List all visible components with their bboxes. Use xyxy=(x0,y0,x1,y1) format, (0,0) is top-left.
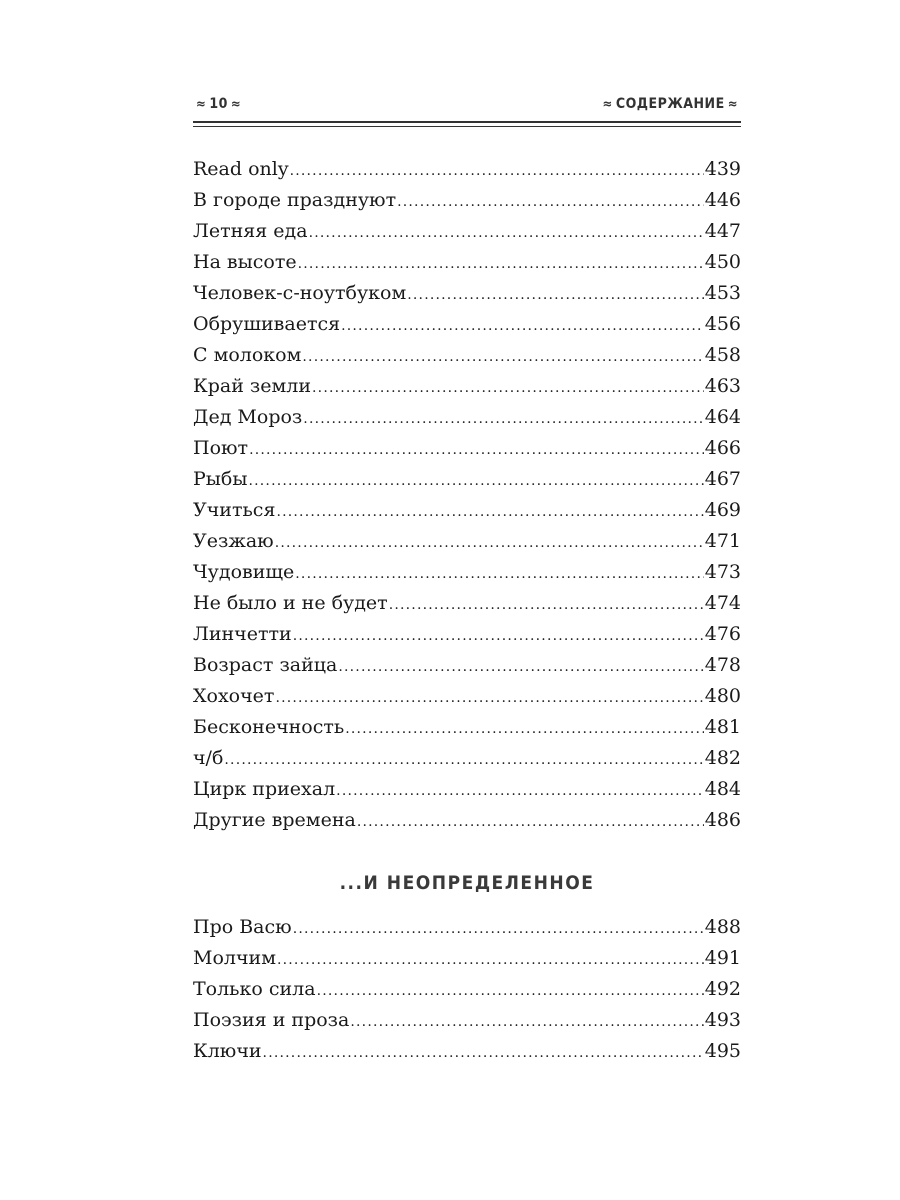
toc-entry-title: Возраст зайца xyxy=(193,654,338,676)
toc-entry xyxy=(193,805,741,836)
toc-entry xyxy=(193,712,741,743)
toc-entry xyxy=(193,974,741,1005)
toc-entry-page: 446 xyxy=(704,189,741,211)
page-number-value: 10 xyxy=(209,96,228,112)
toc-entry xyxy=(193,743,741,774)
dot-leader xyxy=(336,776,704,805)
dot-leader xyxy=(397,187,704,216)
toc-entry-title: Поэзия и проза xyxy=(193,1009,350,1031)
toc-entry xyxy=(193,340,741,371)
toc-entry-page: 453 xyxy=(704,282,741,304)
toc-entry-title: ч/б xyxy=(193,747,224,769)
toc-entry-page: 439 xyxy=(704,158,741,180)
dot-leader xyxy=(276,497,703,526)
toc-entry-title: Бесконечность xyxy=(193,716,345,738)
section-title: ...И НЕОПРЕДЕЛЕННОЕ xyxy=(339,872,595,894)
toc-entry-title: Летняя еда xyxy=(193,220,308,242)
section-heading xyxy=(600,96,741,112)
running-head xyxy=(193,92,741,118)
dot-leader xyxy=(357,807,704,836)
dot-leader xyxy=(293,621,704,650)
toc-entry-title: Read only xyxy=(193,158,289,180)
ornament-left: ≈ xyxy=(196,97,207,112)
dot-leader xyxy=(295,559,703,588)
toc-list-second xyxy=(193,912,741,1067)
toc-entry-title: Цирк приехал xyxy=(193,778,336,800)
toc-entry-page: 476 xyxy=(704,623,741,645)
toc-entry-page: 450 xyxy=(704,251,741,273)
ornament-right: ≈ xyxy=(727,97,738,112)
toc-entry-title: В городе празднуют xyxy=(193,189,397,211)
toc-entry-page: 495 xyxy=(704,1040,741,1062)
ornament-left: ≈ xyxy=(602,97,613,112)
toc-entry-title: На высоте xyxy=(193,251,297,273)
toc-entry-title: Обрушивается xyxy=(193,313,341,335)
toc-entry-title: С молоком xyxy=(193,344,302,366)
dot-leader xyxy=(290,156,704,185)
toc-entry-page: 471 xyxy=(704,530,741,552)
dot-leader xyxy=(298,249,704,278)
toc-entry-page: 480 xyxy=(704,685,741,707)
toc-entry xyxy=(193,912,741,943)
toc-entry-page: 481 xyxy=(704,716,741,738)
toc-entry-page: 491 xyxy=(704,947,741,969)
dot-leader xyxy=(303,404,703,433)
dot-leader xyxy=(389,590,704,619)
toc-list xyxy=(193,154,741,836)
toc-entry xyxy=(193,309,741,340)
dot-leader xyxy=(249,435,704,464)
dot-leader xyxy=(312,373,704,402)
toc-entry-page: 456 xyxy=(704,313,741,335)
toc-entry-title: Чудовище xyxy=(193,561,295,583)
dot-leader xyxy=(275,683,703,712)
toc-entry xyxy=(193,1036,741,1067)
dot-leader xyxy=(350,1007,703,1036)
toc-entry-page: 484 xyxy=(704,778,741,800)
toc-entry-title: Ключи xyxy=(193,1040,262,1062)
toc-entry-title: Поют xyxy=(193,437,249,459)
toc-entry xyxy=(193,619,741,650)
toc-entry xyxy=(193,371,741,402)
toc-entry xyxy=(193,557,741,588)
toc-entry-page: 474 xyxy=(704,592,741,614)
toc-entry xyxy=(193,526,741,557)
toc-entry xyxy=(193,433,741,464)
dot-leader xyxy=(293,914,704,943)
toc-entry-page: 466 xyxy=(704,437,741,459)
ornament-right: ≈ xyxy=(230,97,242,112)
toc-entry-title: Молчим xyxy=(193,947,276,969)
toc-entry-title: Хохочет xyxy=(193,685,275,707)
toc-entry-page: 488 xyxy=(704,916,741,938)
dot-leader xyxy=(275,528,704,557)
dot-leader xyxy=(277,945,704,974)
toc-entry xyxy=(193,943,741,974)
toc-entry-page: 467 xyxy=(704,468,741,490)
dot-leader xyxy=(345,714,704,743)
toc-entry-page: 493 xyxy=(704,1009,741,1031)
toc-entry xyxy=(193,154,741,185)
dot-leader xyxy=(317,976,704,1005)
toc-entry-page: 478 xyxy=(704,654,741,676)
toc-entry-title: Человек-с-ноутбуком xyxy=(193,282,407,304)
toc-entry-page: 473 xyxy=(704,561,741,583)
toc-entry-page: 463 xyxy=(704,375,741,397)
dot-leader xyxy=(341,311,704,340)
toc-entry-title: Линчетти xyxy=(193,623,292,645)
header-rule-thick xyxy=(193,121,741,123)
toc-entry-page: 492 xyxy=(704,978,741,1000)
dot-leader xyxy=(338,652,703,681)
toc-entry-title: Не было и не будет xyxy=(193,592,388,614)
toc-entry-title: Про Васю xyxy=(193,916,292,938)
toc-entry xyxy=(193,464,741,495)
dot-leader xyxy=(263,1038,704,1067)
section-heading-text: СОДЕРЖАНИЕ xyxy=(615,96,725,112)
toc-entry-title: Другие времена xyxy=(193,809,356,831)
toc-entry-page: 469 xyxy=(704,499,741,521)
toc-entry-title: Дед Мороз xyxy=(193,406,303,428)
toc-entry xyxy=(193,588,741,619)
toc-entry-page: 464 xyxy=(704,406,741,428)
page-number xyxy=(193,96,244,112)
toc-entry-title: Учиться xyxy=(193,499,276,521)
toc-entry-page: 486 xyxy=(704,809,741,831)
toc-entry xyxy=(193,495,741,526)
toc-entry xyxy=(193,278,741,309)
toc-entry xyxy=(193,681,741,712)
toc-entry xyxy=(193,402,741,433)
toc-entry xyxy=(193,185,741,216)
dot-leader xyxy=(248,466,703,495)
toc-entry-title: Край земли xyxy=(193,375,312,397)
toc-entry-title: Рыбы xyxy=(193,468,248,490)
toc-entry-title: Только сила xyxy=(193,978,316,1000)
dot-leader xyxy=(407,280,703,309)
toc-entry-page: 458 xyxy=(704,344,741,366)
toc-entry-page: 482 xyxy=(704,747,741,769)
toc-entry xyxy=(193,1005,741,1036)
toc-entry-title: Уезжаю xyxy=(193,530,274,552)
toc-entry xyxy=(193,216,741,247)
toc-entry xyxy=(193,247,741,278)
toc-entry-page: 447 xyxy=(704,220,741,242)
dot-leader xyxy=(302,342,703,371)
toc-entry xyxy=(193,650,741,681)
dot-leader xyxy=(224,745,703,774)
dot-leader xyxy=(309,218,704,247)
header-rule-thin xyxy=(193,126,741,127)
toc-entry xyxy=(193,774,741,805)
